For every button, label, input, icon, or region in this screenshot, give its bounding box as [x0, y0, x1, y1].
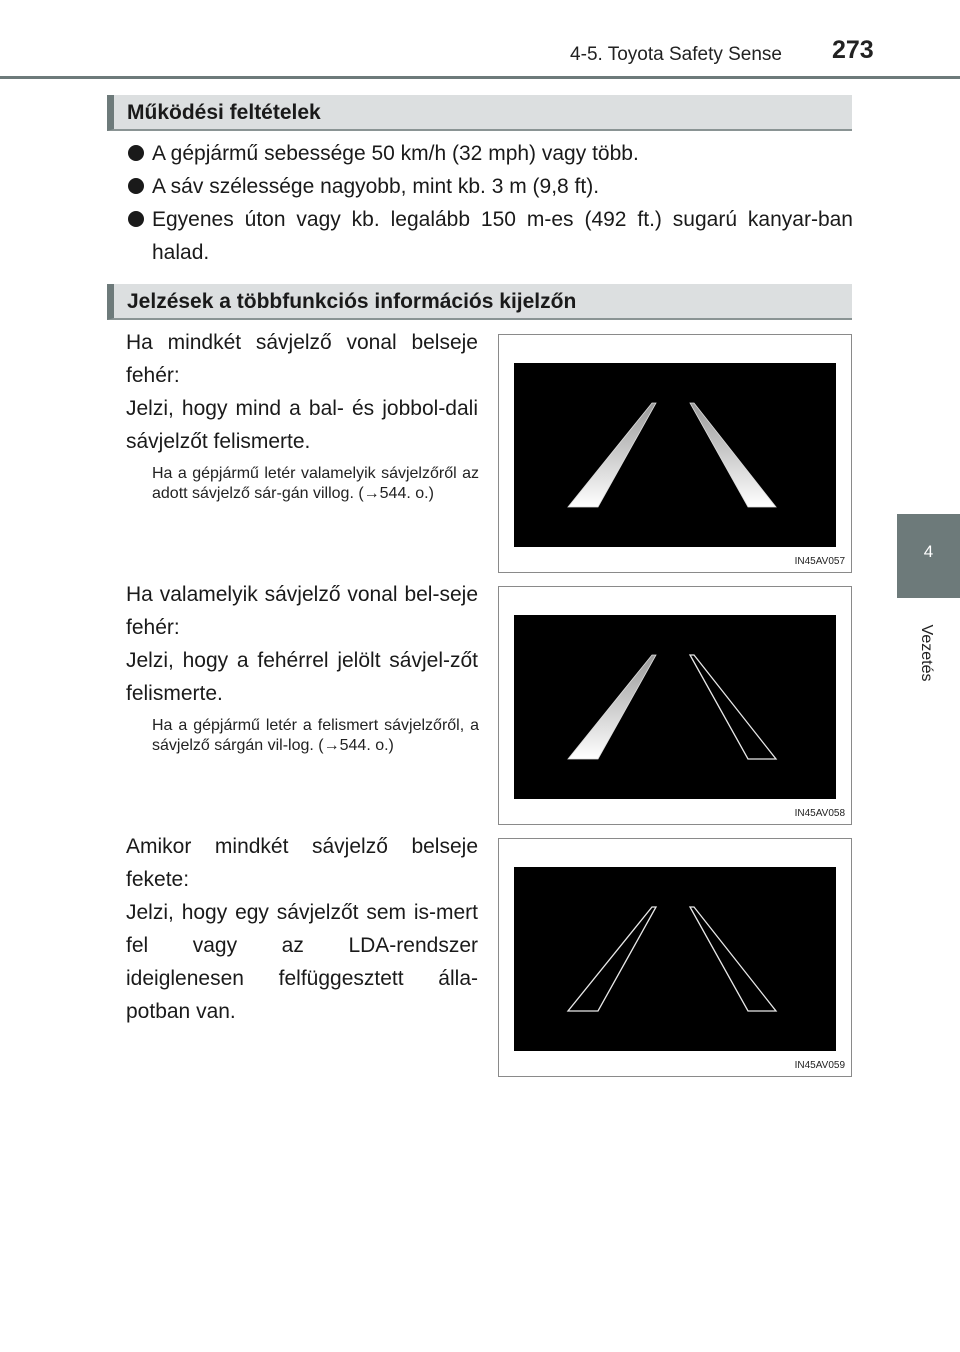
page-number: 273	[832, 36, 874, 64]
bullet-item	[128, 137, 853, 170]
figure-code: IN45AV059	[794, 1060, 845, 1071]
bullet-text: Egyenes úton vagy kb. legalább 150 m-es (492 ft.) sugarú kanyar-ban halad.	[152, 208, 853, 264]
display-screen	[514, 867, 836, 1051]
chapter-label: Vezetés	[918, 624, 935, 682]
indication-note: Ha a gépjármű letér a felismert sávjelzőről, a sávjelző sárgán vil-log. (→544. o.)	[152, 717, 479, 754]
figure-one-lane-detected	[498, 586, 852, 825]
lane-lines-graphic	[514, 867, 836, 1051]
running-header-section: 4-5. Toyota Safety Sense	[570, 44, 782, 65]
indication-condition: Ha valamelyik sávjelző vonal bel-seje fehér:	[126, 583, 478, 639]
indication-meaning: Jelzi, hogy a fehérrel jelölt sávjel-zőt felismerte.	[126, 649, 478, 705]
bullet-item	[128, 170, 853, 203]
bullet-dot-icon	[128, 145, 144, 161]
header-divider	[0, 76, 960, 79]
figure-code: IN45AV057	[794, 556, 845, 567]
display-screen	[514, 363, 836, 547]
bullet-dot-icon	[128, 178, 144, 194]
left-lane-line-outline	[568, 907, 656, 1011]
right-lane-line-filled	[690, 403, 776, 507]
section-heading-display-indications	[107, 284, 852, 320]
indication-condition: Amikor mindkét sávjelző belseje fekete:	[126, 835, 478, 891]
bullet-text: A sáv szélessége nagyobb, mint kb. 3 m (9,8 ft).	[152, 175, 600, 198]
right-lane-line-outline	[690, 907, 776, 1011]
figure-no-lanes-detected	[498, 838, 852, 1077]
figure-both-lanes-detected	[498, 334, 852, 573]
lane-lines-graphic	[514, 363, 836, 547]
left-lane-line-filled	[568, 403, 656, 507]
section-heading-text: Működési feltételek	[127, 101, 321, 124]
indication-meaning: Jelzi, hogy mind a bal- és jobbol-dali sávjelzőt felismerte.	[126, 397, 478, 453]
chapter-number: 4	[923, 542, 934, 561]
lane-lines-graphic	[514, 615, 836, 799]
section-heading-operating-conditions	[107, 95, 852, 131]
left-lane-line-filled	[568, 655, 656, 759]
chapter-tab	[897, 514, 960, 598]
indication-note: Ha a gépjármű letér valamelyik sávjelzőről az adott sávjelző sár-gán villog. (→544. o.)	[152, 465, 479, 502]
right-lane-line-outline	[690, 655, 776, 759]
bullet-dot-icon	[128, 211, 144, 227]
indication-meaning: Jelzi, hogy egy sávjelzőt sem is-mert fel vagy az LDA-rendszer ideiglenesen felfüggesztett álla-potban van.	[126, 901, 478, 1023]
chapter-label-container	[915, 608, 937, 698]
display-screen	[514, 615, 836, 799]
section-heading-text: Jelzések a többfunkciós információs kijelzőn	[127, 290, 577, 313]
indication-condition: Ha mindkét sávjelző vonal belseje fehér:	[126, 331, 478, 387]
bullet-item	[128, 203, 853, 269]
bullet-text: A gépjármű sebessége 50 km/h (32 mph) vagy több.	[152, 142, 639, 165]
figure-code: IN45AV058	[794, 808, 845, 819]
